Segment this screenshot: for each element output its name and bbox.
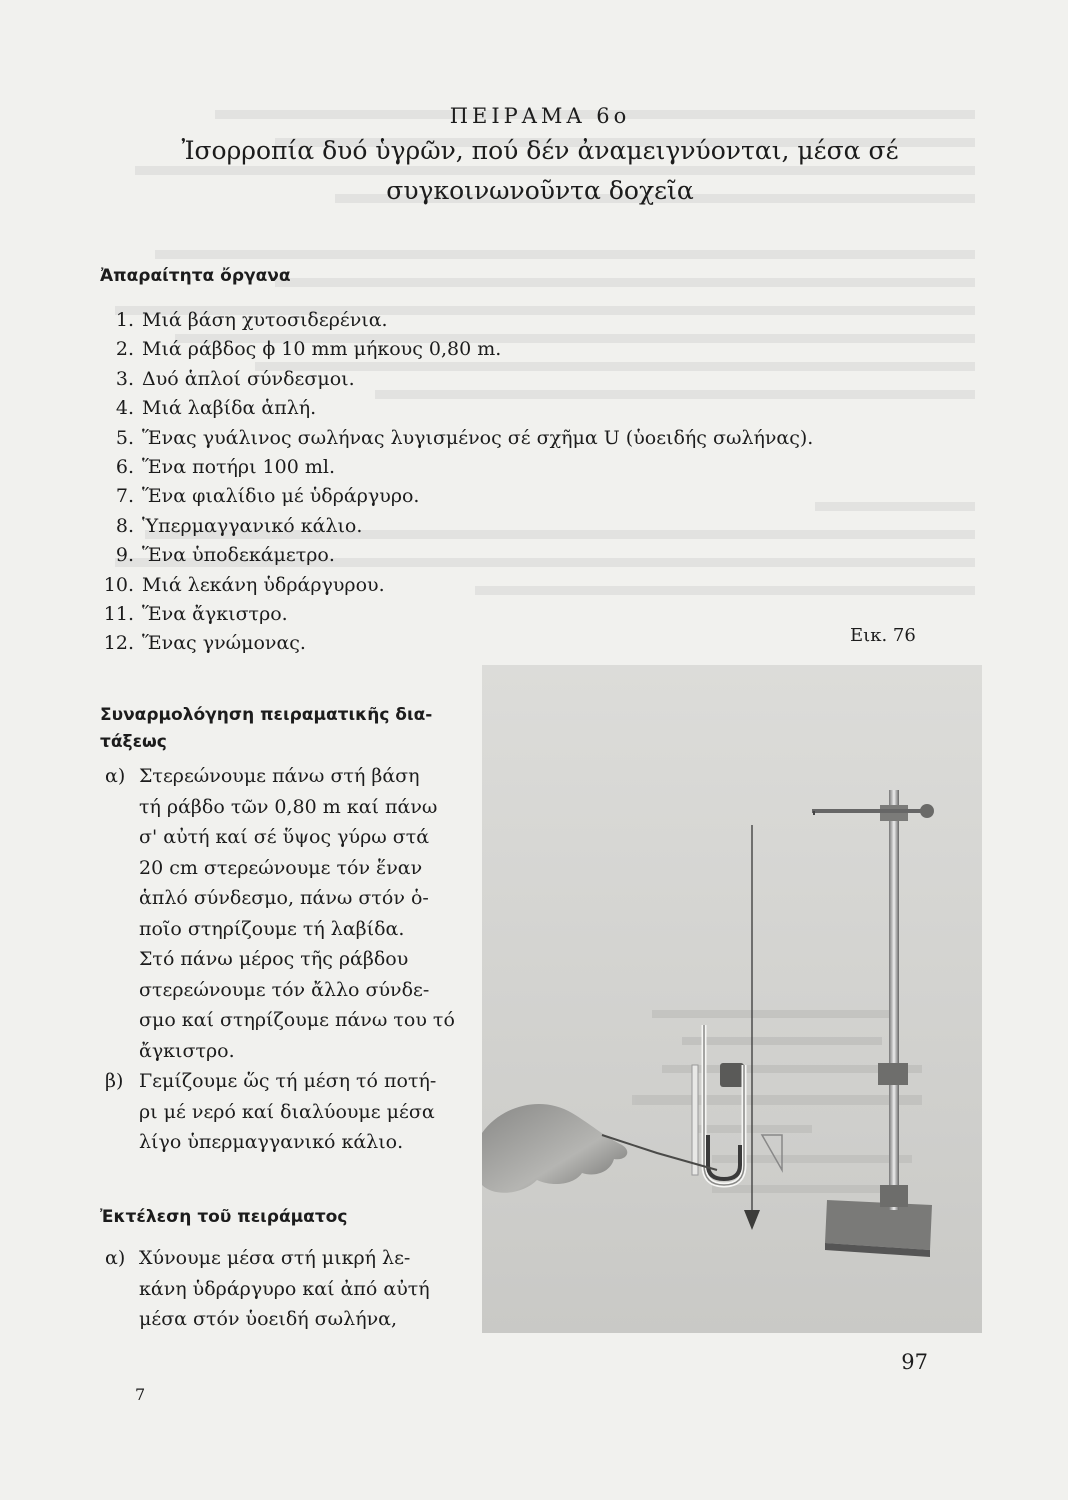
experiment-header: [90, 100, 990, 208]
list-item: [100, 482, 880, 511]
list-item-text: Ἕνας γνώμονας.: [142, 632, 306, 655]
step-line: Γεμίζουμε ὥς τή μέση τό ποτή-: [139, 1070, 437, 1092]
assembly-step-b: [105, 1066, 465, 1158]
list-item-text: Ἕνα φιαλίδιο μέ ὑδράργυρο.: [142, 485, 420, 508]
step-line: ρι μέ νερό καί διαλύουμε μέσα: [139, 1100, 435, 1123]
step-line: 20 cm στερεώνουμε τόν ἕναν: [139, 856, 423, 879]
figure-label: Εικ. 76: [850, 625, 916, 646]
list-item-number: 11.: [103, 602, 134, 625]
list-item-number: 1.: [115, 309, 134, 331]
list-item: [100, 512, 880, 541]
list-item-number: 3.: [115, 367, 134, 390]
step-line: ἁπλό σύνδεσμο, πάνω στόν ὁ-: [139, 887, 429, 909]
equipment-list: [100, 306, 880, 659]
assembly-heading-line-2: τάξεως: [100, 732, 167, 752]
list-item-number: 12.: [103, 632, 134, 655]
list-item-text: Μιά λαβίδα ἁπλή.: [142, 397, 317, 420]
list-item: [100, 541, 880, 570]
step-line: τή ράβδο τῶν 0,80 m καί πάνω: [139, 795, 438, 818]
step-line: σ' αὐτή καί σέ ὕψος γύρω στά: [139, 826, 430, 848]
list-item: [100, 629, 880, 658]
list-item: [100, 335, 880, 364]
apparatus-illustration: [482, 665, 982, 1333]
list-item-number: 2.: [115, 338, 134, 361]
assembly-heading-line-1: Συναρμολόγηση πειραματικῆς δια-: [100, 705, 433, 725]
apparatus-photo: [482, 665, 982, 1333]
list-item: [100, 571, 880, 600]
equipment-heading: Ἀπαραίτητα ὄργανα: [100, 266, 291, 286]
step-line: Στό πάνω μέρος τῆς ράβδου: [139, 948, 409, 970]
list-item: [100, 394, 880, 423]
list-item-text: Ἕνας γυάλινος σωλήνας λυγισμένος σέ σχῆμα U (ὑοειδής σωλήνας).: [142, 426, 814, 449]
experiment-title-line-2: συγκοινωνοῦντα δοχεῖα: [386, 176, 694, 205]
step-line: λίγο ὑπερμαγγανικό κάλιο.: [139, 1131, 404, 1153]
list-item-text: Ὑπερμαγγανικό κάλιο.: [142, 514, 363, 537]
execution-section: [100, 1204, 465, 1335]
list-item: [100, 600, 880, 629]
experiment-number: ΠΕΙΡΑΜΑ 6ο: [449, 104, 631, 128]
list-item-text: Ἕνα ποτήρι 100 ml.: [142, 455, 335, 478]
step-line: ποῖο στηρίζουμε τή λαβίδα.: [139, 917, 405, 940]
step-marker: α): [105, 1247, 126, 1269]
execution-heading: Ἐκτέλεση τοῦ πειράματος: [100, 1207, 348, 1227]
list-item-number: 5.: [115, 426, 134, 449]
assembly-section: [100, 702, 465, 1158]
list-item: [100, 306, 880, 335]
list-item: [100, 365, 880, 394]
list-item-text: Ἕνα ἄγκιστρο.: [142, 602, 288, 625]
step-line: κάνη ὑδράργυρο καί ἀπό αὐτή: [139, 1277, 430, 1300]
list-item-number: 7.: [115, 485, 134, 508]
list-item-number: 4.: [115, 397, 134, 420]
list-item-number: 9.: [115, 544, 134, 567]
list-item-number: 8.: [115, 514, 134, 537]
page-number: 97: [901, 1350, 928, 1374]
list-item-text: Δυό ἁπλοί σύνδεσμοι.: [142, 367, 355, 390]
list-item-text: Μιά ράβδος ϕ 10 mm μήκους 0,80 m.: [142, 338, 502, 361]
list-item-number: 6.: [115, 455, 134, 478]
list-item: [100, 453, 880, 482]
experiment-title-line-1: Ἰσορροπία δυό ὑγρῶν, πού δέν ἀναμειγνύονται, μέσα σέ: [181, 136, 899, 165]
list-item-text: Μιά βάση χυτοσιδερένια.: [142, 309, 388, 331]
list-item-number: 10.: [103, 573, 134, 596]
step-line: μέσα στόν ὑοειδή σωλήνα,: [139, 1308, 397, 1330]
list-item: [100, 424, 880, 453]
step-line: ἄγκιστρο.: [139, 1039, 235, 1062]
assembly-step-a: [105, 761, 465, 1066]
signature-mark: 7: [135, 1385, 146, 1404]
step-line: στερεώνουμε τόν ἄλλο σύνδε-: [139, 978, 430, 1001]
step-line: Στερεώνουμε πάνω στή βάση: [139, 765, 420, 787]
step-marker: β): [105, 1070, 124, 1092]
list-item-text: Μιά λεκάνη ὑδράργυρου.: [142, 573, 385, 596]
step-line: Χύνουμε μέσα στή μικρή λε-: [139, 1247, 411, 1269]
step-marker: α): [105, 765, 126, 787]
step-line: σμο καί στηρίζουμε πάνω του τό: [139, 1009, 455, 1031]
execution-step-a: [105, 1243, 465, 1335]
list-item-text: Ἕνα ὑποδεκάμετρο.: [142, 544, 335, 567]
